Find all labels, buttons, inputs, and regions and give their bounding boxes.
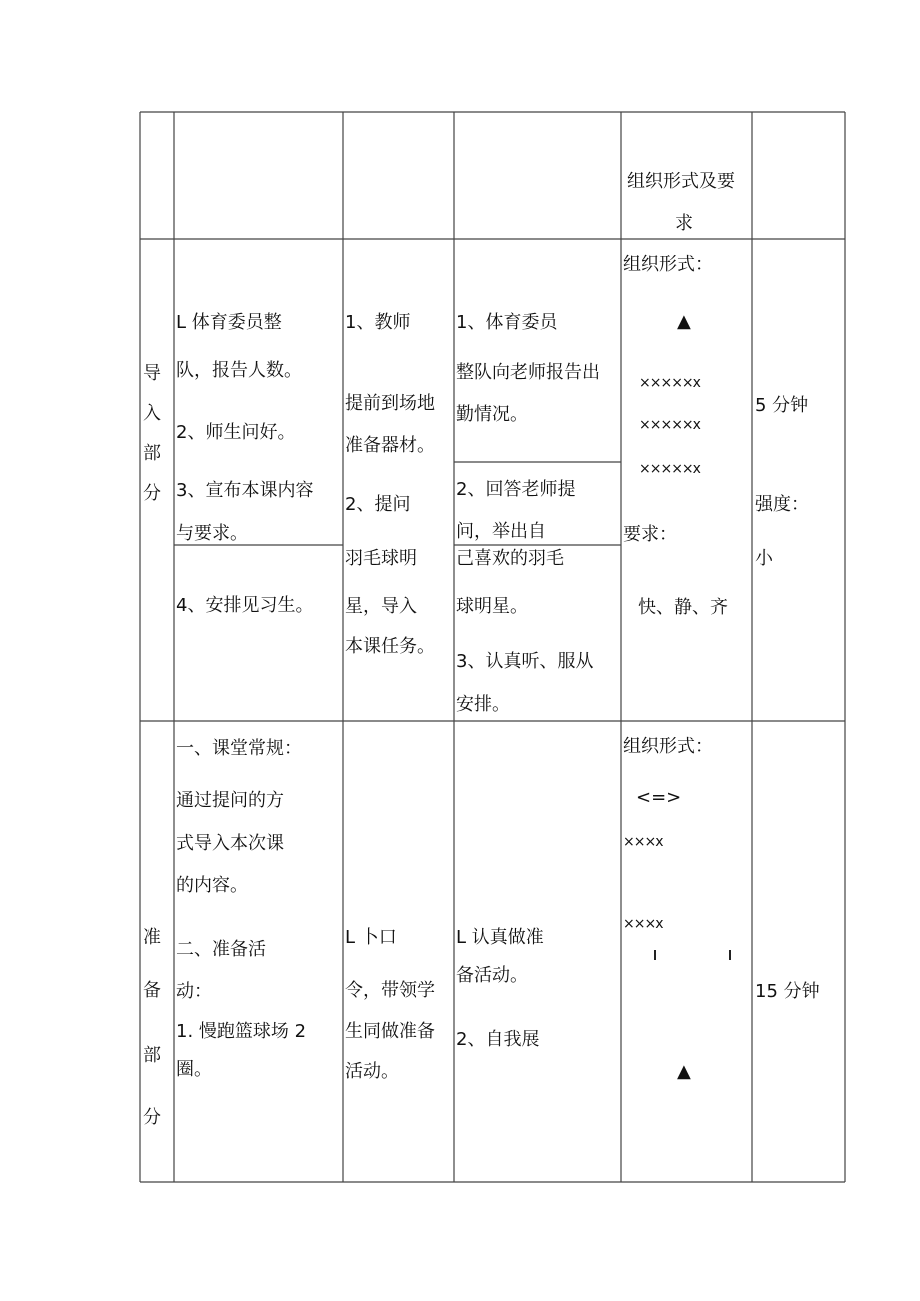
student-formation-row: ×××x: [623, 834, 663, 850]
section1-content-line: 2、师生问好。: [176, 422, 296, 443]
section1-label-char: 入: [143, 403, 161, 424]
section1-intensity-value: 小: [755, 548, 773, 569]
section1-content-line: 与要求。: [176, 523, 248, 544]
section1-teacher-line: 1、教师: [345, 312, 411, 333]
student-formation-row: ×××××x: [639, 375, 700, 391]
section2-teacher-line: L 卜口: [345, 927, 397, 948]
section1-content-line: 队，报告人数。: [176, 360, 302, 381]
student-formation-row: ×××××x: [639, 461, 700, 477]
section1-teacher-line: 羽毛球明: [345, 548, 417, 569]
section2-student-line: 2、自我展: [456, 1029, 540, 1050]
section2-content-line: 通过提问的方: [176, 790, 284, 811]
section1-req-label: 要求：: [623, 524, 677, 545]
section1-student-line: 安排。: [456, 694, 510, 715]
section2-teacher-line: 生同做准备: [345, 1021, 435, 1042]
section2-content-line: 的内容。: [176, 875, 248, 896]
section1-student-line: 球明星。: [456, 596, 528, 617]
section1-content-line: 3、宣布本课内容: [176, 480, 314, 501]
section2-org-title: 组织形式：: [623, 736, 713, 757]
section1-req-text: 快、静、齐: [638, 597, 728, 618]
run-direction-arrows: <=>: [636, 787, 682, 808]
section1-student-line: 勤情况。: [456, 404, 528, 425]
section1-student-line: 己喜欢的羽毛: [456, 548, 564, 569]
section1-student-line: 1、体育委员: [456, 312, 558, 333]
section1-student-line: 2、回答老师提: [456, 479, 576, 500]
section2-student-line: 备活动。: [456, 965, 528, 986]
court-marker: [654, 950, 656, 960]
section2-label-char: 部: [143, 1045, 161, 1066]
section2-content-line: 式导入本次课: [176, 833, 284, 854]
section1-label-char: 分: [143, 483, 161, 504]
section2-content-line: 一、课堂常规：: [176, 738, 302, 759]
section1-teacher-line: 本课任务。: [345, 636, 435, 657]
section2-label-char: 准: [143, 927, 161, 948]
section1-label-char: 导: [143, 363, 161, 384]
section1-duration: 5 分钟: [755, 395, 809, 416]
section2-teacher-line: 活动。: [345, 1061, 399, 1082]
section2-label-char: 分: [143, 1107, 161, 1128]
section2-label-char: 备: [143, 980, 161, 1001]
teacher-position-icon: ▲: [677, 311, 691, 332]
section2-content-line: 动：: [176, 981, 212, 1002]
section1-student-line: 3、认真听、服从: [456, 651, 594, 672]
section1-teacher-line: 2、提问: [345, 494, 411, 515]
section2-content-line: 圈。: [176, 1059, 212, 1080]
section2-student-line: L 认真做准: [456, 927, 544, 948]
section2-duration: 15 分钟: [755, 981, 820, 1002]
section1-label-char: 部: [143, 443, 161, 464]
student-formation-row: ×××××x: [639, 417, 700, 433]
section1-teacher-line: 提前到场地: [345, 393, 435, 414]
section1-org-title: 组织形式：: [623, 254, 713, 275]
court-marker: [729, 950, 731, 960]
section1-teacher-line: 准备器材。: [345, 435, 435, 456]
section1-intensity-label: 强度：: [755, 494, 809, 515]
section1-content-line: 4、安排见习生。: [176, 595, 314, 616]
student-formation-row: ×××x: [623, 916, 663, 932]
section1-student-line: 整队向老师报告出: [456, 362, 600, 383]
teacher-position-icon: ▲: [677, 1061, 691, 1082]
section2-content-line: 1. 慢跑篮球场 2: [176, 1021, 307, 1042]
section1-teacher-line: 星，导入: [345, 596, 417, 617]
section1-content-line: L 体育委员整: [176, 312, 282, 333]
header-org-col-line2: 求: [675, 213, 693, 234]
section2-content-line: 二、准备活: [176, 939, 266, 960]
header-org-col-line1: 组织形式及要: [627, 171, 735, 192]
section2-teacher-line: 令，带领学: [345, 980, 435, 1001]
section1-student-line: 问，举出自: [456, 521, 546, 542]
